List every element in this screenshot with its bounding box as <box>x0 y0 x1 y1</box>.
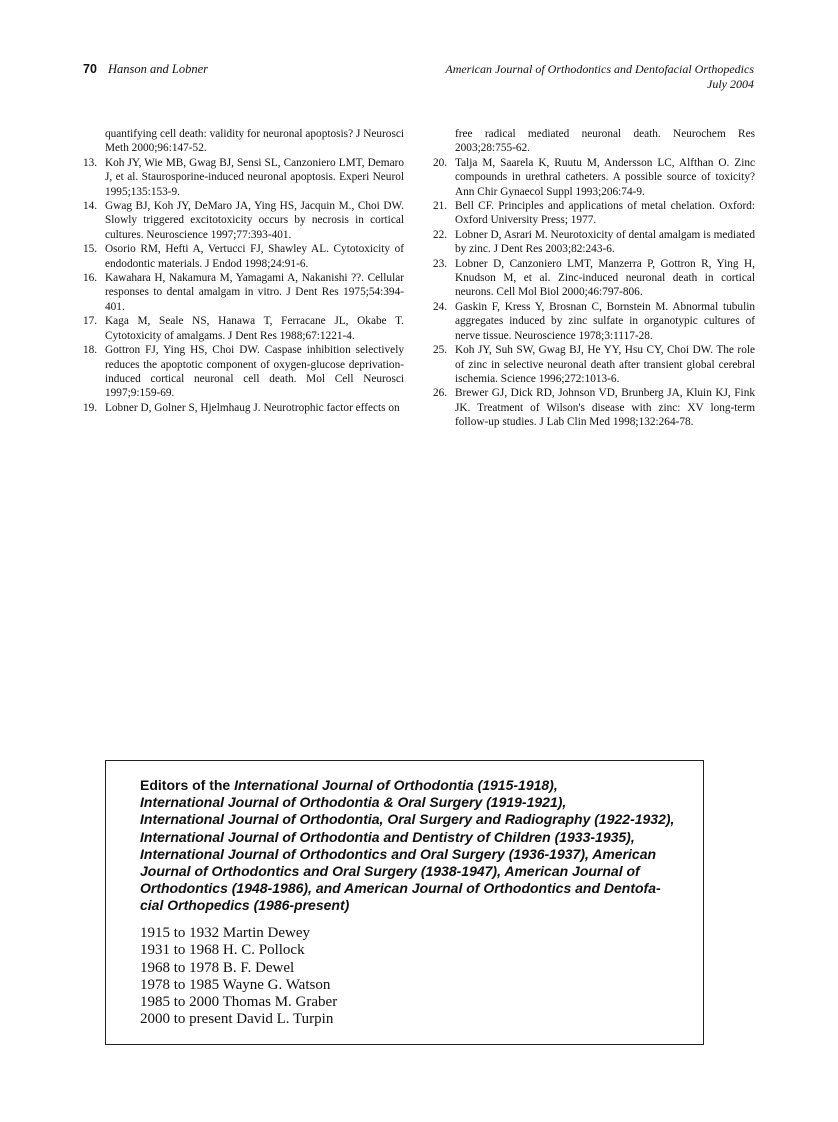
editor-entry: 1931 to 1968 H. C. Pollock <box>140 942 305 959</box>
heading-line: International Journal of Orthodontics and Oral Surgery (1936-1937), American <box>140 845 657 862</box>
journal-title: American Journal of Orthodontics and Dentofacial Orthopedics <box>445 62 754 76</box>
heading-line: International Journal of Orthodontia & Oral Surgery (1919-1921), <box>140 794 567 811</box>
reference-item <box>433 127 755 156</box>
reference-item <box>433 386 755 429</box>
reference-number: 26. <box>433 387 448 400</box>
editors-heading <box>140 777 674 915</box>
reference-item <box>433 156 755 199</box>
reference-text: Gaskin F, Kress Y, Brosnan C, Bornstein M. Abnormal tubulin aggregates induced by zinc sulfate in organotypic cultures of nerve tissue. Neuroscience 1978;3:1117-28. <box>455 300 755 342</box>
reference-item <box>83 242 404 271</box>
reference-text: Koh JY, Wie MB, Gwag BJ, Sensi SL, Canzoniero LMT, Demaro J, et al. Staurosporine-induced neuronal apoptosis. Experi Neurol 1995;135:153-9. <box>105 156 404 198</box>
reference-item <box>83 199 404 242</box>
reference-number: 23. <box>433 257 448 270</box>
page-number: 70 <box>83 62 97 76</box>
references-left-column <box>83 127 404 415</box>
reference-text: Lobner D, Canzoniero LMT, Manzerra P, Gottron R, Ying H, Knudson M, et al. Zinc-induced neuronal death in cortical neurons. Cell Mol Biol 2000;46:797-806. <box>455 257 755 299</box>
reference-number: 13. <box>83 156 98 169</box>
reference-text: Bell CF. Principles and applications of metal chelation. Oxford: Oxford University Press; 1977. <box>455 200 755 227</box>
running-header-right <box>445 62 754 92</box>
reference-number: 21. <box>433 200 448 213</box>
reference-number: 15. <box>83 243 98 256</box>
heading-line: cial Orthopedics (1986-present) <box>140 897 350 914</box>
reference-item <box>83 127 404 156</box>
editors-list <box>140 925 337 1029</box>
reference-text: Gwag BJ, Koh JY, DeMaro JA, Ying HS, Jacquin M., Choi DW. Slowly triggered excitotoxicity occurs by necrosis in cortical cultures. Neuroscience 1997;77:393-401. <box>105 200 404 241</box>
reference-text: Talja M, Saarela K, Ruutu M, Andersson LC, Alfthan O. Zinc compounds in urethral catheters. A possible source of toxicity? Ann Chir Gynaecol Suppl 1993;206:74-9. <box>455 156 755 198</box>
reference-item <box>83 271 404 314</box>
reference-text: Osorio RM, Hefti A, Vertucci FJ, Shawley AL. Cytotoxicity of endodontic materials. J Endod 1998;24:91-6. <box>105 243 404 270</box>
editor-entry: 1978 to 1985 Wayne G. Watson <box>140 976 331 993</box>
heading-line: Orthodontics (1948-1986), and American Journal of Orthodontics and Dentofa- <box>140 880 661 897</box>
reference-number: 18. <box>83 344 98 357</box>
reference-text: free radical mediated neuronal death. Neurochem Res 2003;28:755-62. <box>455 128 755 155</box>
editor-entry: 2000 to present David L. Turpin <box>140 1011 334 1028</box>
reference-item <box>433 257 755 300</box>
running-header-left <box>83 62 208 77</box>
reference-text: Kaga M, Seale NS, Hanawa T, Ferracane JL, Okabe T. Cytotoxicity of amalgams. J Dent Res 1988;67:1221-4. <box>105 315 404 342</box>
heading-line: International Journal of Orthodontia, Oral Surgery and Radiography (1922-1932), <box>140 811 675 828</box>
reference-text: quantifying cell death: validity for neuronal apoptosis? J Neurosci Meth 2000;96:147-52. <box>105 128 404 155</box>
editor-entry: 1985 to 2000 Thomas M. Graber <box>140 994 338 1011</box>
heading-line: International Journal of Orthodontia (1915-1918), <box>234 777 558 793</box>
reference-number: 16. <box>83 272 98 285</box>
reference-item <box>433 228 755 257</box>
reference-number: 22. <box>433 228 448 241</box>
heading-line: Journal of Orthodontics and Oral Surgery (1938-1947), American Journal of <box>140 863 640 880</box>
reference-item <box>433 300 755 343</box>
editor-entry: 1968 to 1978 B. F. Dewel <box>140 959 295 976</box>
issue-date: July 2004 <box>707 77 754 91</box>
reference-item <box>83 314 404 343</box>
reference-text: Kawahara H, Nakamura M, Yamagami A, Nakanishi ??. Cellular responses to dental amalgam in vitro. J Dent Res 1975;54:394-401. <box>105 272 404 313</box>
reference-text: Brewer GJ, Dick RD, Johnson VD, Brunberg JA, Kluin KJ, Fink JK. Treatment of Wilson's disease with zinc: XV long-term follow-up studies. J Lab Clin Med 1998;132:264-78. <box>455 387 755 429</box>
reference-number: 14. <box>83 200 98 213</box>
references-right-column <box>433 127 755 430</box>
reference-text: Gottron FJ, Ying HS, Choi DW. Caspase inhibition selectively reduces the apoptotic component of oxygen-glucose deprivation-induced cortical neuronal cell death. Mol Cell Neurosci 1997;9:159-69. <box>105 344 404 400</box>
reference-item <box>433 343 755 386</box>
reference-item <box>83 156 404 199</box>
heading-line: International Journal of Orthodontia and Dentistry of Children (1933-1935), <box>140 828 635 845</box>
running-authors: Hanson and Lobner <box>108 62 209 76</box>
reference-number: 24. <box>433 300 448 313</box>
editor-entry: 1915 to 1932 Martin Dewey <box>140 925 310 941</box>
editors-box <box>105 760 704 1045</box>
reference-number: 17. <box>83 315 98 328</box>
reference-text: Koh JY, Suh SW, Gwag BJ, He YY, Hsu CY, Choi DW. The role of zinc in selective neuronal death after transient global cerebral ischemia. Science 1996;272:1013-6. <box>455 344 755 385</box>
reference-item <box>433 199 755 228</box>
reference-item <box>83 401 404 415</box>
reference-text: Lobner D, Asrari M. Neurotoxicity of dental amalgam is mediated by zinc. J Dent Res 2003;82:243-6. <box>455 228 755 256</box>
reference-text: Lobner D, Golner S, Hjelmhaug J. Neurotrophic factor effects on <box>105 401 400 414</box>
reference-number: 19. <box>83 401 98 414</box>
heading-prefix: Editors of the <box>140 777 235 793</box>
reference-number: 25. <box>433 344 448 357</box>
reference-item <box>83 343 404 401</box>
reference-number: 20. <box>433 156 448 169</box>
